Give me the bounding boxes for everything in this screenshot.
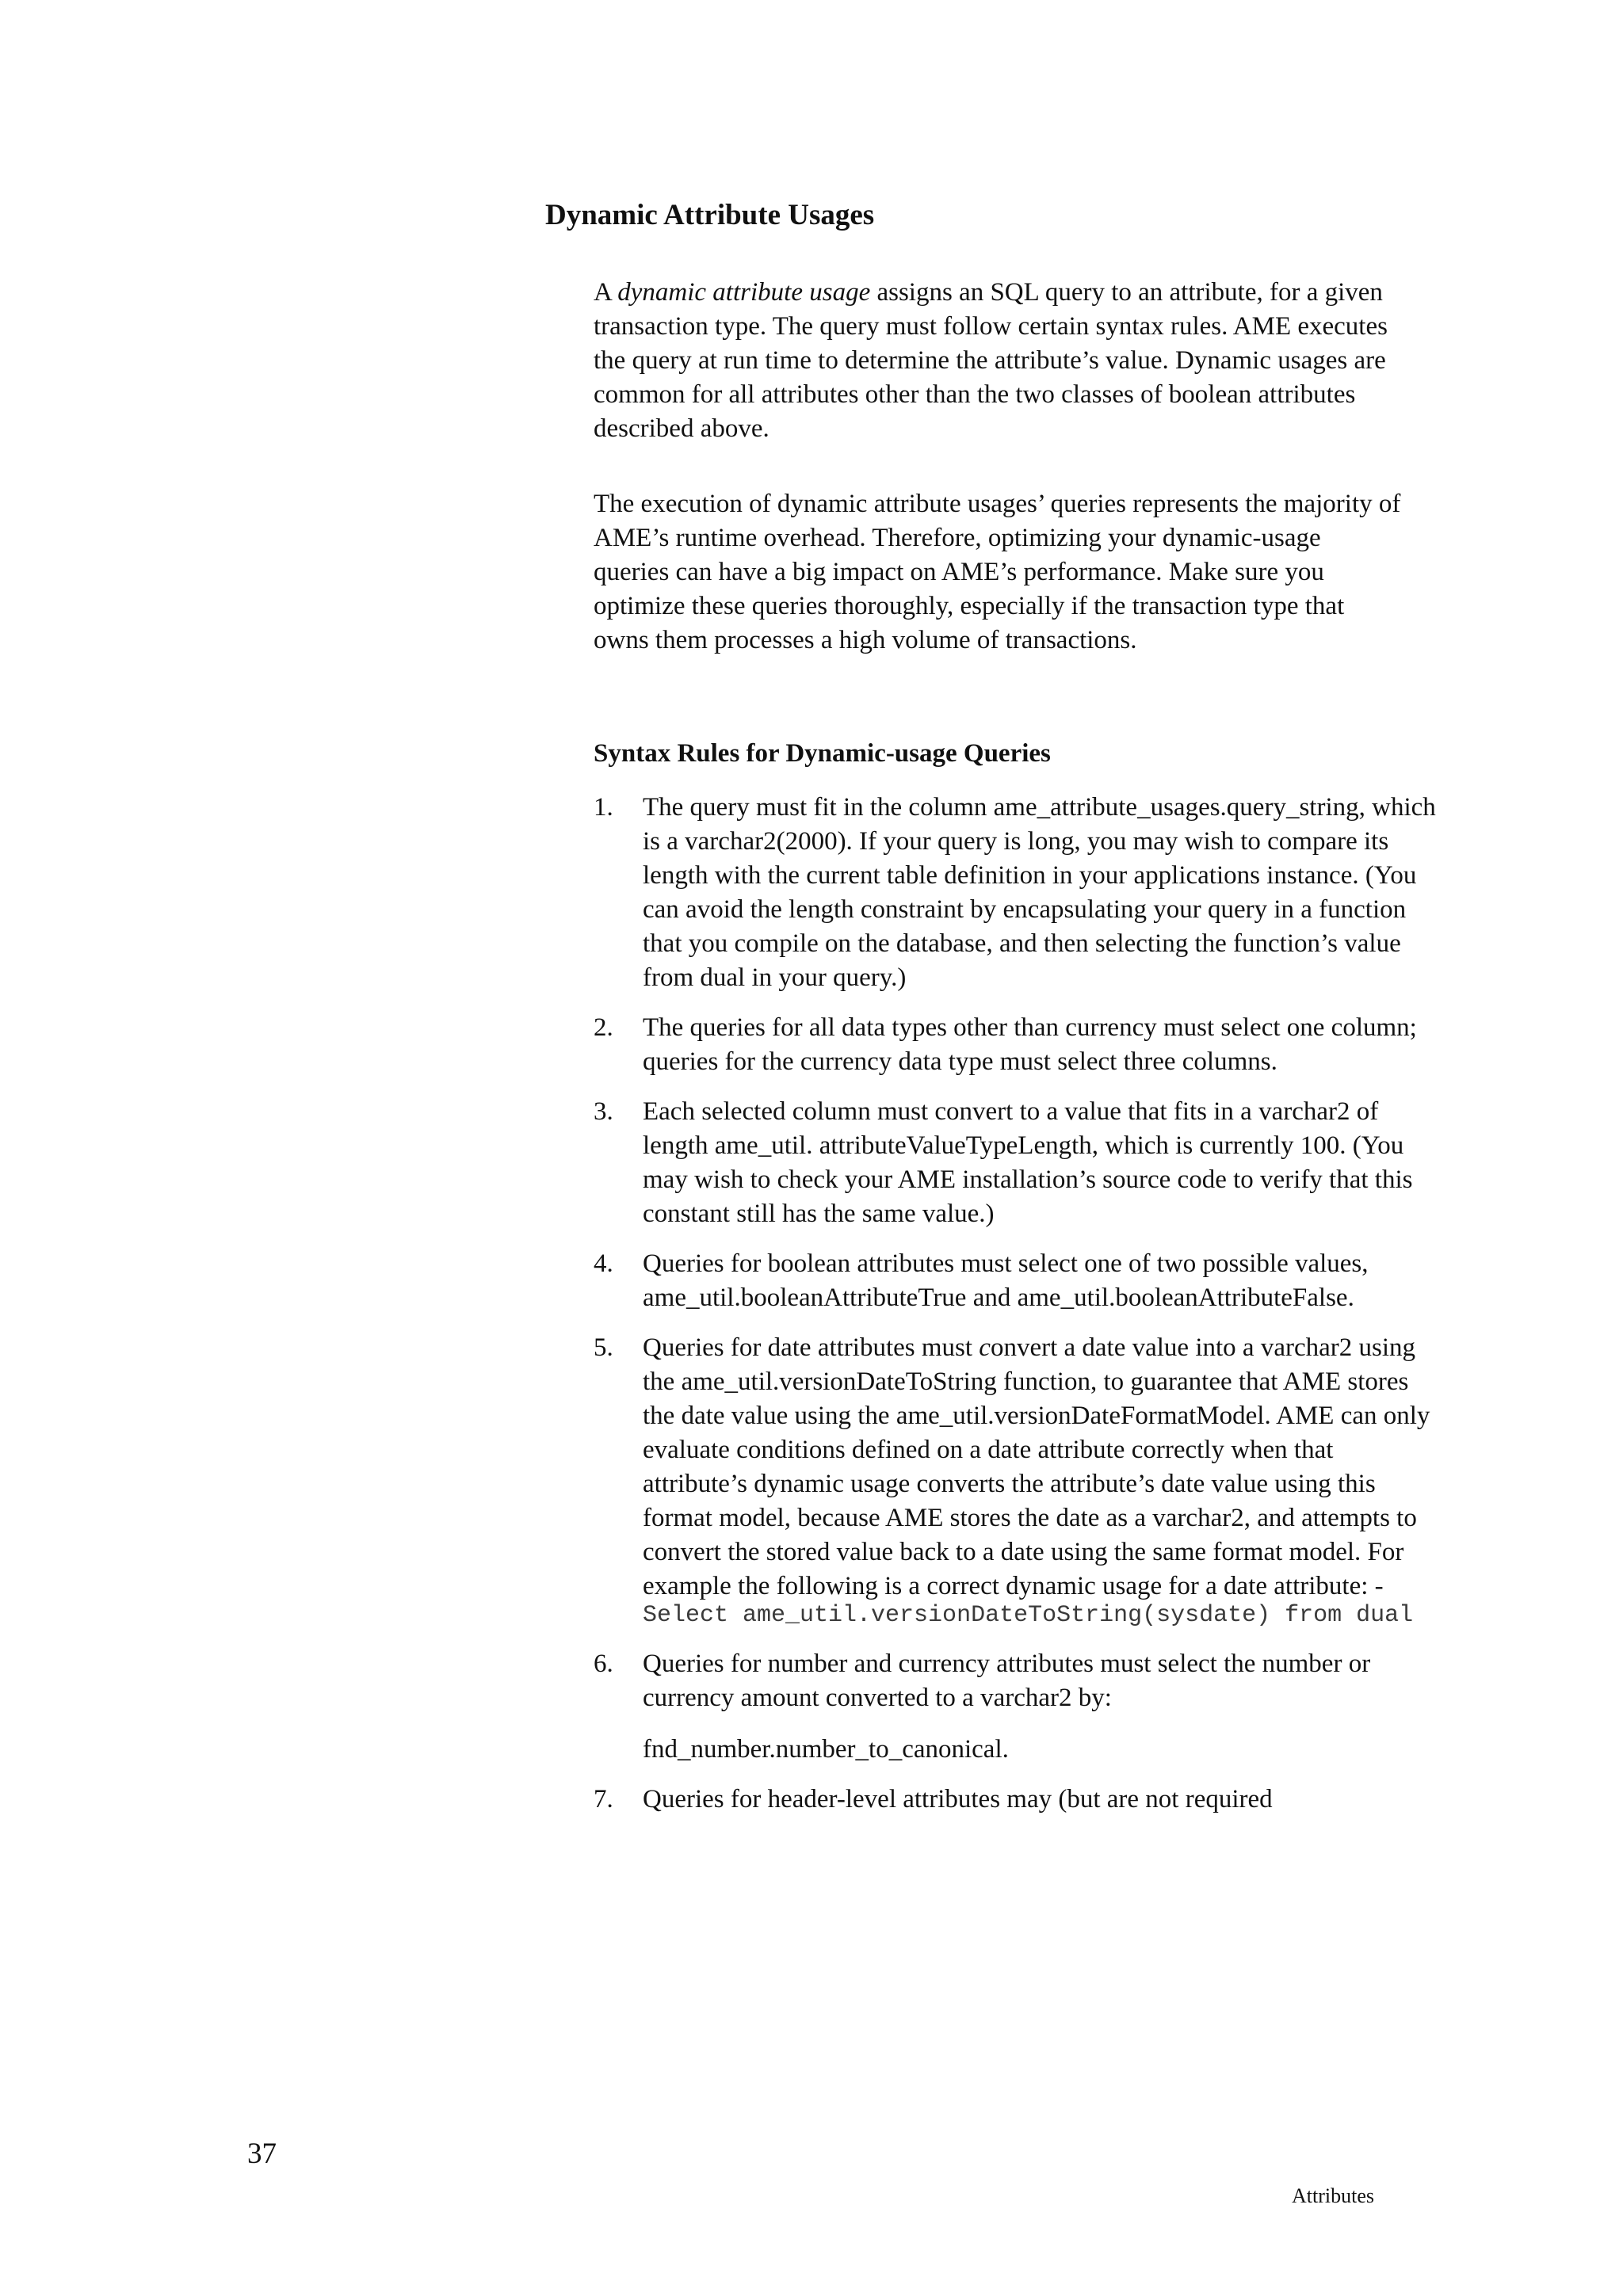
rule-text-italic: c xyxy=(979,1333,991,1362)
section-heading: Dynamic Attribute Usages xyxy=(545,199,875,231)
rule-number: 6. xyxy=(594,1650,613,1678)
rule-item-7 xyxy=(594,1783,1442,1817)
rule-item-6 xyxy=(594,1647,1442,1767)
rule-text: Queries for boolean attributes must select one of two possible values, ame_util.booleanAttributeTrue and ame_util.booleanAttributeFalse. xyxy=(643,1249,1369,1312)
running-footer: Attributes xyxy=(1292,2184,1374,2207)
syntax-rules-list xyxy=(594,791,1442,1833)
code-example: Select ame_util.versionDateToString(sysdate) from dual xyxy=(643,1602,1414,1629)
rule-text: The queries for all data types other than currency must select one column; queries for the currency data type must select three columns. xyxy=(643,1013,1417,1076)
rule-item-1 xyxy=(594,791,1442,995)
rule-item-2 xyxy=(594,1011,1442,1079)
rule-text-end: onvert a date value into a varchar2 using the ame_util.versionDateToString function, to guarantee that AME stores the date value using the ame_util.versionDateFormatModel. AME can only evaluate conditions defined on a date attribute correctly when that attribute’s dynamic usage converts the attribute’s date value using this format model, because AME stores the date as a varchar2, and attempts to convert the stored value back to a date using the same format model. For example the following is a correct dynamic usage for a date attribute: - xyxy=(643,1333,1430,1600)
intro-term: dynamic attribute usage xyxy=(617,278,871,307)
rule-function-name: fnd_number.number_to_canonical. xyxy=(643,1735,1009,1764)
rule-text xyxy=(643,1331,1442,1604)
intro-rest: assigns an SQL query to an attribute, for a given transaction type. The query must follow certain syntax rules. AME executes the query at run time to determine the attribute’s value. Dynamic usages are common for all attributes other than the two classes of boolean attributes described above. xyxy=(594,278,1388,443)
syntax-rules-heading: Syntax Rules for Dynamic-usage Queries xyxy=(594,739,1051,768)
rule-number: 7. xyxy=(594,1785,613,1814)
page-number: 37 xyxy=(247,2138,277,2170)
rule-text-start: Queries for date attributes must xyxy=(643,1333,980,1362)
rule-item-3 xyxy=(594,1095,1442,1231)
rule-text: The query must fit in the column ame_attribute_usages.query_string, which is a varchar2(2000). If your query is long, you may wish to compare its length with the current table definition in your applications instance. (You can avoid the length constraint by encapsulating your query in a function that you compile on the database, and then selecting the function’s value from dual in your query.) xyxy=(643,793,1436,992)
rule-number: 1. xyxy=(594,793,613,822)
rule-item-4 xyxy=(594,1247,1442,1315)
rule-text: Queries for number and currency attributes must select the number or currency amount converted to a varchar2 by: xyxy=(643,1650,1371,1712)
rule-text: Each selected column must convert to a value that fits in a varchar2 of length ame_util. attributeValueTypeLength, which is currently 100. (You may wish to check your AME installation’s source code to verify that this constant still has the same value.) xyxy=(643,1097,1413,1228)
rule-text: Queries for header-level attributes may (but are not required xyxy=(643,1785,1273,1814)
intro-paragraph xyxy=(594,276,1402,446)
rule-item-5 xyxy=(594,1331,1442,1631)
rule-number: 4. xyxy=(594,1249,613,1278)
intro-lead: A xyxy=(594,278,618,307)
performance-paragraph: The execution of dynamic attribute usages’ queries represents the majority of AME’s runtime overhead. Therefore, optimizing your dynamic-usage queries can have a big impact on AME’s performance. Make sure you optimize these queries thoroughly, especially if the transaction type that owns them processes a high volume of transactions. xyxy=(594,490,1401,654)
rule-number: 3. xyxy=(594,1097,613,1126)
rule-number: 5. xyxy=(594,1333,613,1362)
rule-number: 2. xyxy=(594,1013,613,1042)
